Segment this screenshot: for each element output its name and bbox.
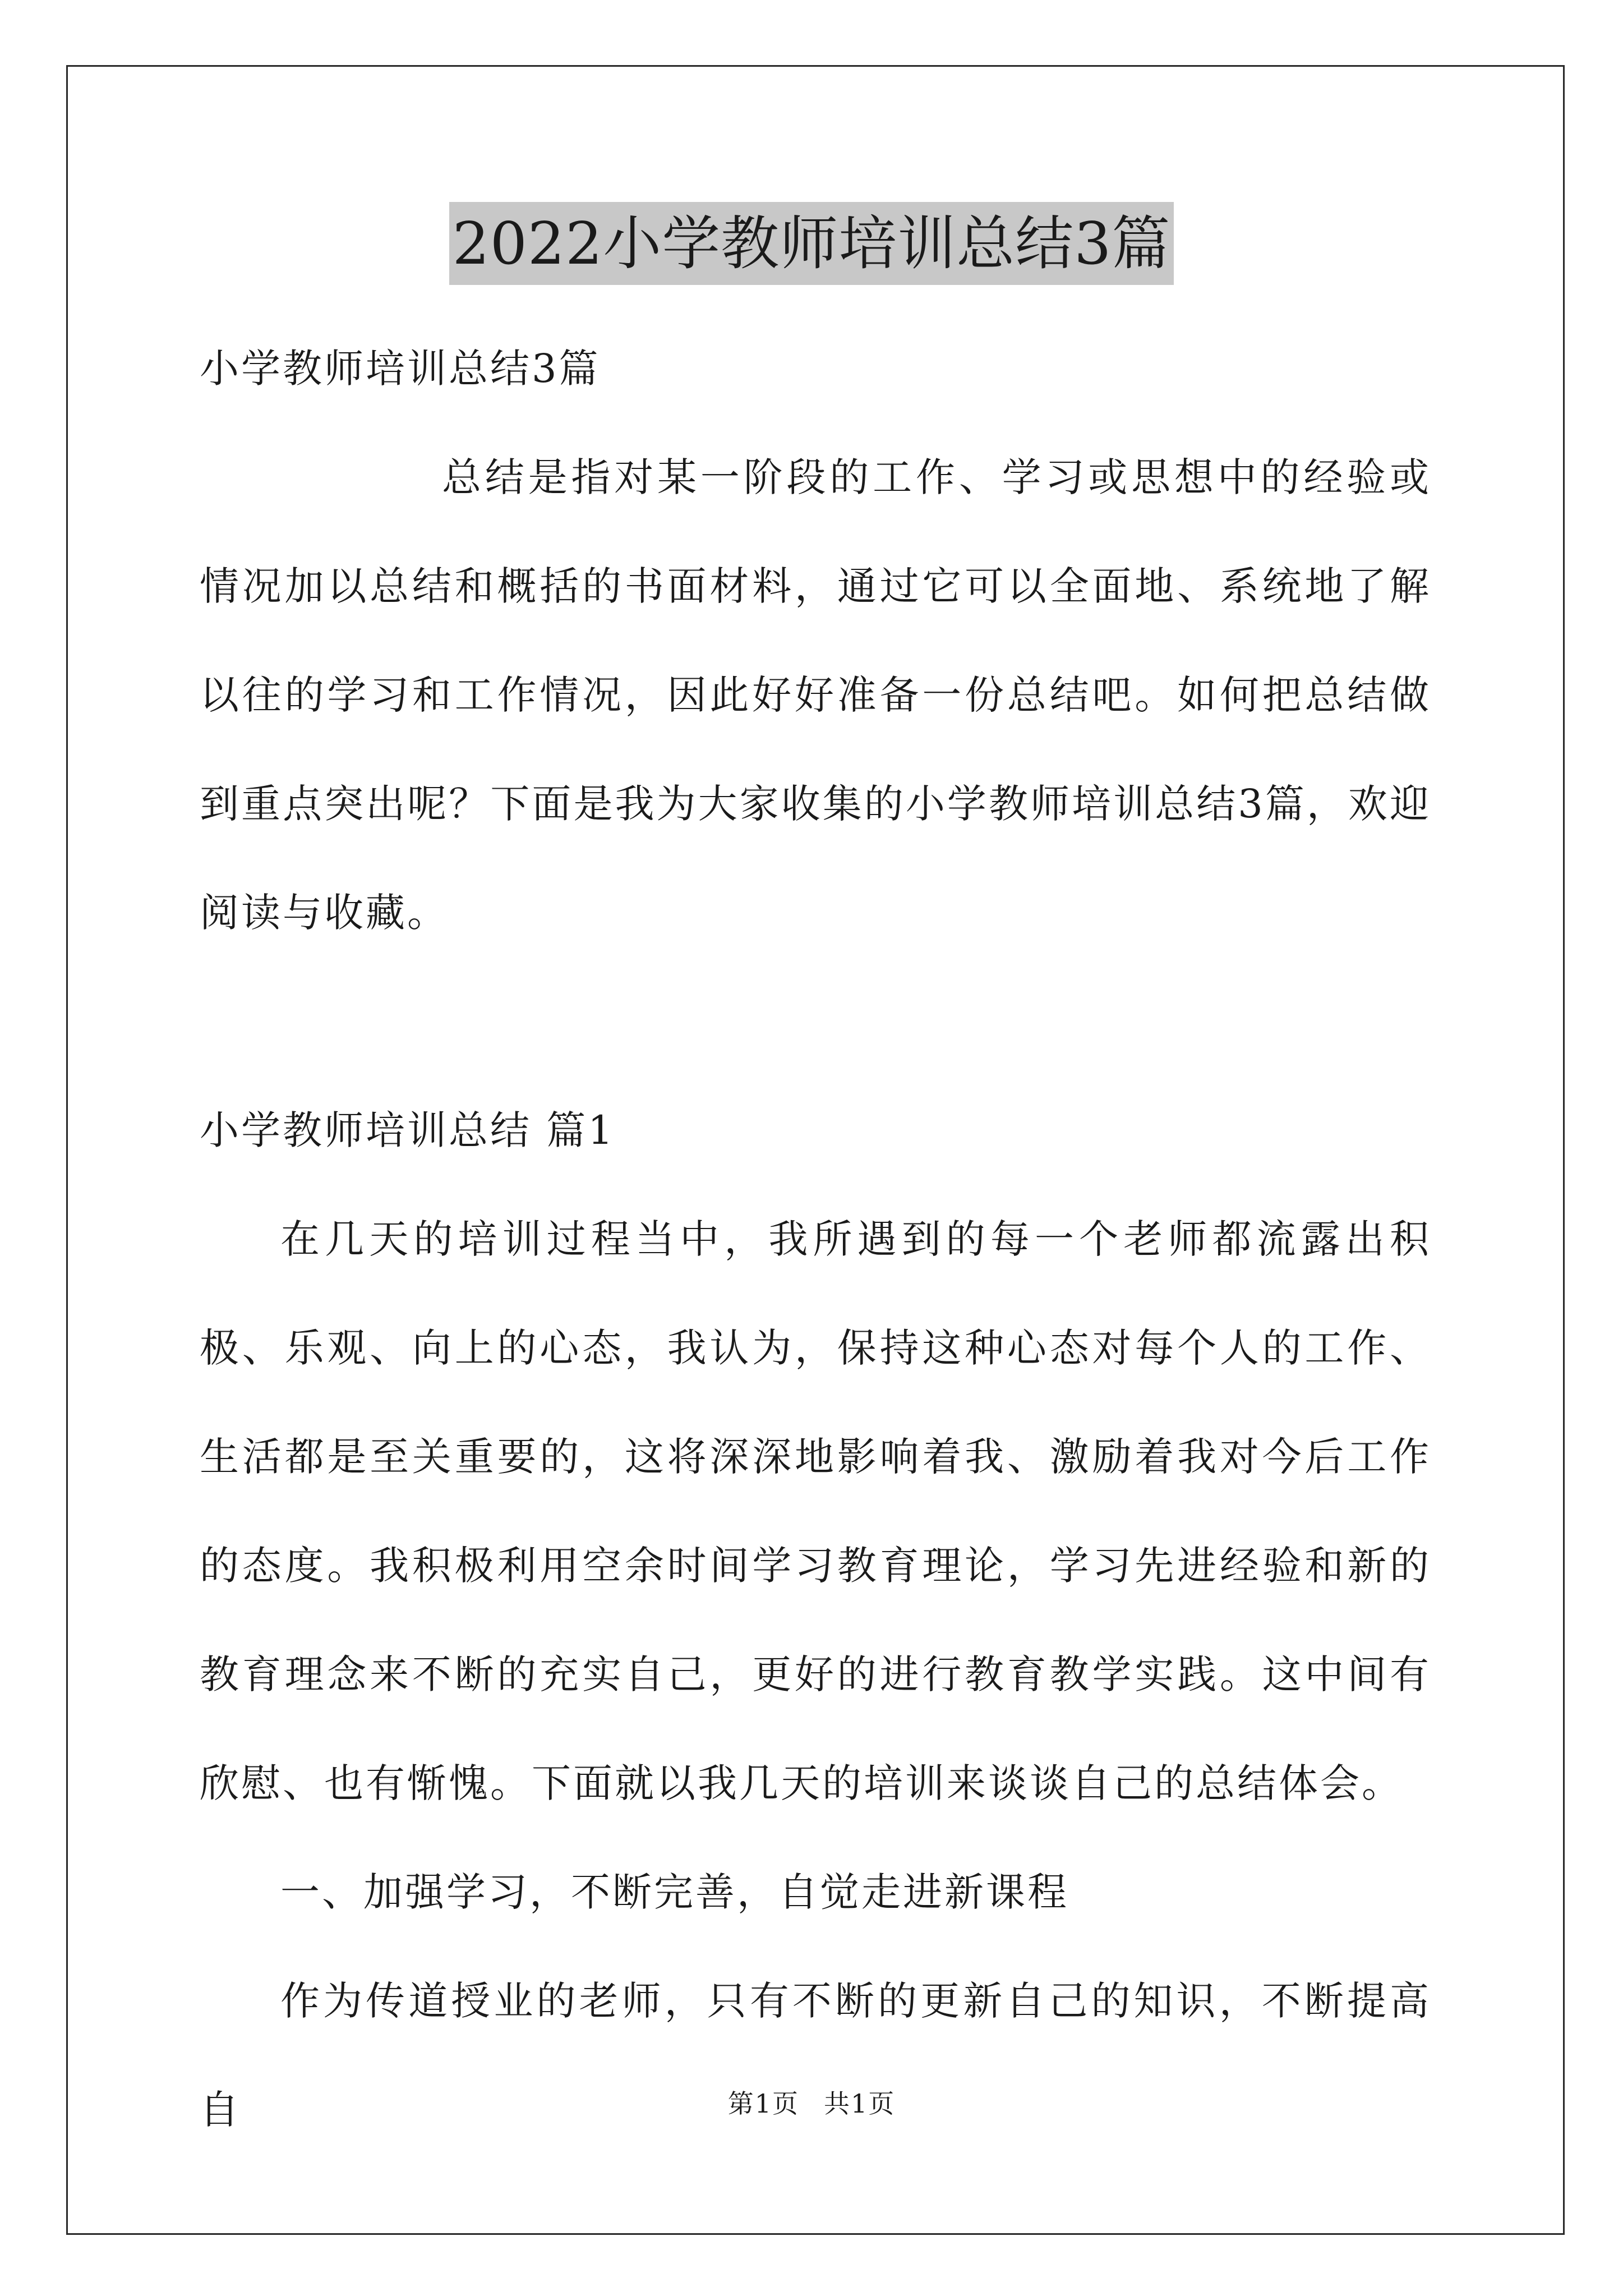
body-paragraph-2: 作为传道授业的老师，只有不断的更新自己的知识，不断提高自 [200, 1978, 1431, 2133]
body-paragraph-1: 在几天的培训过程当中，我所遇到的每一个老师都流露出积极、乐观、向上的心态，我认为，保持这种心态对每个人的工作、生活都是至关重要的，这将深深地影响着我、激励着我对今后工作的态度。我积极利用空余时间学习教育理论，学习先进经验和新的教育理念来不断的充实自己，更好的进行教育教学实践。这中间有欣慰、也有惭愧。下面就以我几天的培训来谈谈自己的总结体会。 [200, 1216, 1431, 1806]
section-heading: 小学教师培训总结 篇1 [200, 1107, 615, 1153]
page-footer [0, 2087, 1623, 2120]
document-title: 2022小学教师培训总结3篇 [449, 202, 1174, 285]
intro-paragraph: 总结是指对某一阶段的工作、学习或思想中的经验或情况加以总结和概括的书面材料，通过它可以全面地、系统地了解以往的学习和工作情况，因此好好准备一份总结吧。如何把总结做到重点突出呢？下面是我为大家收集的小学教师培训总结3篇，欢迎阅读与收藏。 [200, 454, 1431, 936]
point-heading-1: 一、加强学习，不断完善，自觉走进新课程 [280, 1869, 1069, 1915]
paragraph-gap [200, 967, 1431, 1076]
document-body [200, 314, 1431, 2164]
document-subtitle: 小学教师培训总结3篇 [200, 346, 601, 392]
page-total: 共1页 [824, 2088, 896, 2119]
page-number: 第1页 [727, 2088, 799, 2119]
title-container [0, 202, 1623, 285]
